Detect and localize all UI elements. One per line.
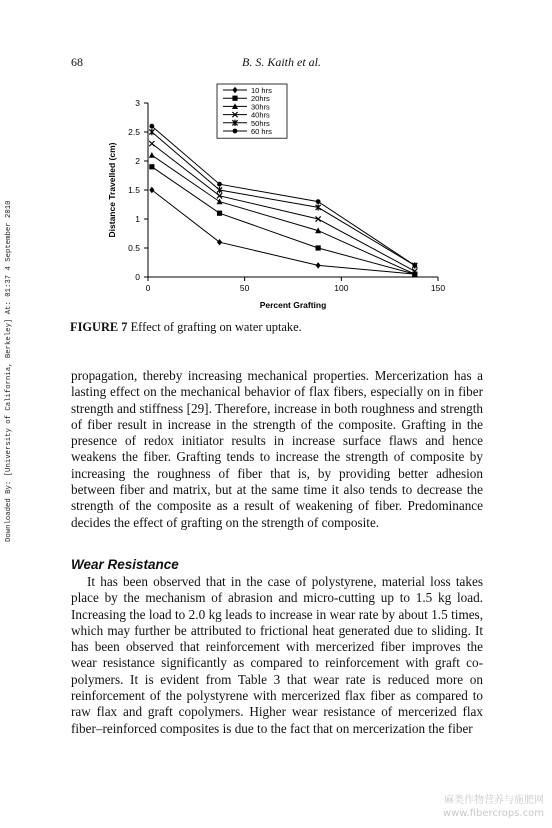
paragraph-text: It has been observed that in the case of polystyrene, material loss takes place by the mechanism of abrasion and micro-cutting up to 1.5 kg load. Increasing the load to 2.0 kg leads to increase in wear rate by about 1.5 times, which may further be attributed to frictional heat generated due to sliding. It has been observed that reinforcement with mercerized fiber improves the wear resistance significantly as compared to reinforcement with graft co-polymers. It is evident from Table 3 that wear rate is reduced more on reinforcement of the polystyrene with mercerized flax fiber as compared to raw flax and graft copolymers. Higher wear resistance of mercerized flax fiber–reinforced composites is due to the fact that on mercerization the fiber [71, 574, 483, 736]
data-point [217, 182, 222, 187]
legend-entry: 40hrs [251, 110, 270, 120]
data-point [217, 239, 222, 245]
data-point [412, 263, 417, 268]
legend-marker [233, 129, 238, 134]
x-tick-label: 0 [145, 283, 151, 293]
figure-caption-text: Effect of grafting on water uptake. [130, 320, 302, 334]
legend-entry: 60 hrs [251, 127, 272, 136]
legend-marker [232, 96, 237, 101]
series-line [152, 190, 415, 274]
x-tick-label: 50 [239, 283, 250, 293]
water-uptake-chart [100, 80, 460, 315]
y-tick-label: 2.5 [128, 127, 140, 137]
data-point [149, 164, 154, 169]
x-tick-label: 100 [334, 283, 349, 293]
y-tick-label: 2 [135, 156, 140, 166]
y-tick-label: 1.5 [128, 185, 140, 195]
y-tick-label: 0 [135, 272, 140, 282]
running-header-authors: B. S. Kaith et al. [242, 55, 321, 69]
page-number: 68 [71, 55, 83, 69]
x-tick-label: 150 [430, 283, 446, 293]
y-tick-label: 1 [135, 214, 140, 224]
data-point [316, 262, 321, 268]
data-point [316, 199, 321, 204]
data-point [149, 152, 155, 158]
legend-entry: 50hrs [251, 118, 270, 128]
body-paragraph-1 [71, 368, 483, 531]
y-axis-label: Distance Travelled (cm) [107, 142, 117, 238]
section-heading: Wear Resistance [71, 557, 179, 572]
y-tick-label: 0.5 [128, 243, 140, 253]
watermark-line-2: www.fibercrops.com [442, 808, 544, 819]
paragraph-text: propagation, thereby increasing mechanical properties. Mercerization has a lasting effect on the mechanical behavior of flax fibers, especially on in fiber strength and stiffness [29]. Therefore, increase in both roughness and strength of fiber result in increase in the strength of the composite. Grafting in the presence of redox initiator results in increase surface flaws and hence weakens the fiber. Grafting tends to increase the strength of composite by increasing the roughness of fiber that is, by providing better adhesion between fiber and matrix, but at the same time it also tends to decrease the strength of the composite as a result of weakening of fiber. Predominance decides the effect of grafting on the strength of composite. [71, 368, 483, 530]
data-point [149, 187, 154, 193]
legend-entry: 30hrs [251, 102, 270, 112]
legend-entry: 10 hrs [251, 86, 272, 95]
data-point [217, 211, 222, 216]
data-point [316, 245, 321, 250]
series-60hrs [149, 124, 417, 268]
legend-entry: 20hrs [251, 94, 270, 104]
download-notice: Downloaded By: [University of California, Berkeley] At: 01:37 4 September 2010 [5, 200, 13, 542]
body-paragraph-2 [71, 574, 483, 737]
data-point [149, 141, 154, 146]
legend [217, 84, 287, 138]
watermark [443, 794, 544, 820]
figure-label: FIGURE 7 [70, 320, 128, 334]
series-line [152, 132, 415, 265]
watermark-line-1: 麻类作物营养与施肥网 [444, 795, 544, 806]
x-axis-label: Percent Grafting [259, 300, 327, 310]
data-point [217, 198, 223, 204]
y-tick-label: 3 [135, 98, 140, 108]
series-30hrs [149, 152, 418, 277]
data-point [149, 124, 154, 129]
series-50hrs [149, 129, 417, 269]
series-40hrs [149, 141, 417, 274]
series-line [152, 126, 415, 265]
figure-caption [70, 320, 302, 335]
data-point [149, 129, 154, 135]
series-line [152, 155, 415, 274]
series-line [152, 144, 415, 272]
